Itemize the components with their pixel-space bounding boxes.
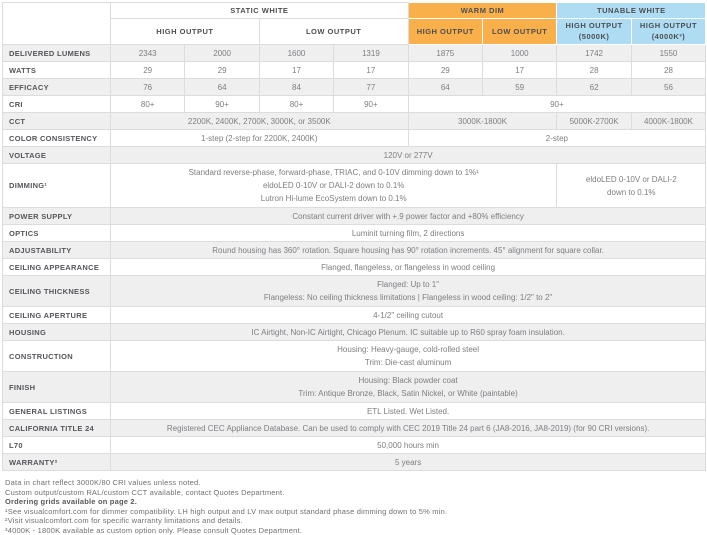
value-cell: 1742 (557, 45, 631, 62)
row-label: FINISH (3, 372, 111, 403)
value-cell: 5 years (111, 454, 706, 471)
value-cell (111, 372, 706, 403)
value-cell: 59 (482, 79, 556, 96)
row-optics (3, 225, 706, 242)
row-label: CALIFORNIA TITLE 24 (3, 420, 111, 437)
row-delivered-lumens (3, 45, 706, 62)
row-label: EFFICACY (3, 79, 111, 96)
row-label: GENERAL LISTINGS (3, 403, 111, 420)
footnote: Custom output/custom RAL/custom CCT available, contact Quotes Department. (5, 488, 702, 498)
value-cell: 120V or 277V (111, 147, 706, 164)
row-watts (3, 62, 706, 79)
dimming-line: Lutron Hi-lume EcoSystem down to 0.1% (114, 192, 553, 205)
value-cell: 80+ (259, 96, 333, 113)
value-cell: 3000K-1800K (408, 113, 557, 130)
value-cell: 28 (557, 62, 631, 79)
value-cell: 90+ (408, 96, 706, 113)
value-cell: 90+ (334, 96, 408, 113)
value-cell: 56 (631, 79, 705, 96)
value-cell: 1319 (334, 45, 408, 62)
subheader-line: HIGH OUTPUT (635, 21, 702, 32)
value-cell: 80+ (111, 96, 185, 113)
value-cell: 29 (111, 62, 185, 79)
value-line: Housing: Heavy-gauge, cold-rolled steel (114, 343, 702, 356)
row-label: ADJUSTABILITY (3, 242, 111, 259)
value-cell: 17 (334, 62, 408, 79)
row-label: CEILING APERTURE (3, 307, 111, 324)
footnote: ¹See visualcomfort.com for dimmer compatibility. LH high output and LV max output standard phase dimming down to 5% min. (5, 507, 702, 517)
value-cell: 28 (631, 62, 705, 79)
subheader-line: HIGH OUTPUT (560, 21, 627, 32)
value-cell: 29 (408, 62, 482, 79)
dimming-tunable-cell (557, 164, 706, 208)
dimming-standard-cell (111, 164, 557, 208)
row-california-title-24 (3, 420, 706, 437)
dimming-line: Standard reverse-phase, forward-phase, TRIAC, and 0-10V dimming down to 1%¹ (114, 166, 553, 179)
value-line: Trim: Antique Bronze, Black, Satin Nickel, or White (paintable) (114, 387, 702, 400)
value-cell: 1-step (2-step for 2200K, 2400K) (111, 130, 409, 147)
group-warm-dim: WARM DIM (408, 3, 557, 19)
footnote: ²Visit visualcomfort.com for specific warranty limitations and details. (5, 516, 702, 526)
spec-table (2, 2, 706, 471)
value-cell: 2-step (408, 130, 706, 147)
row-label: POWER SUPPLY (3, 208, 111, 225)
row-efficacy (3, 79, 706, 96)
footnote-ordering-grids: Ordering grids available on page 2. (5, 497, 702, 507)
subheader-line: (5000K) (560, 32, 627, 43)
row-power-supply (3, 208, 706, 225)
subheader-static-low-output: LOW OUTPUT (259, 19, 408, 45)
row-finish (3, 372, 706, 403)
value-line: Trim: Die-cast aluminum (114, 356, 702, 369)
value-cell: 77 (334, 79, 408, 96)
dimming-line: eldoLED 0-10V or DALI-2 (560, 173, 702, 186)
subheader-warm-high-output: HIGH OUTPUT (408, 19, 482, 45)
row-label: WATTS (3, 62, 111, 79)
value-cell: 84 (259, 79, 333, 96)
value-cell: 1000 (482, 45, 556, 62)
value-cell: Registered CEC Appliance Database. Can be used to comply with CEC 2019 Title 24 part 6 (JA8-2016, JA8-2019) (for 90 CRI versions). (111, 420, 706, 437)
value-cell: 29 (185, 62, 259, 79)
row-label: DIMMING¹ (3, 164, 111, 208)
row-label: HOUSING (3, 324, 111, 341)
row-dimming (3, 164, 706, 208)
value-cell: 2343 (111, 45, 185, 62)
row-label: VOLTAGE (3, 147, 111, 164)
row-warranty (3, 454, 706, 471)
value-cell: 5000K-2700K (557, 113, 631, 130)
value-cell: 1550 (631, 45, 705, 62)
value-cell: 90+ (185, 96, 259, 113)
row-label: DELIVERED LUMENS (3, 45, 111, 62)
value-cell: 17 (482, 62, 556, 79)
group-static-white: STATIC WHITE (111, 3, 409, 19)
row-cct (3, 113, 706, 130)
row-label: CRI (3, 96, 111, 113)
row-cri (3, 96, 706, 113)
value-cell: 76 (111, 79, 185, 96)
row-adjustability (3, 242, 706, 259)
value-cell: 1600 (259, 45, 333, 62)
value-cell: 64 (408, 79, 482, 96)
row-label: CONSTRUCTION (3, 341, 111, 372)
value-cell: Flanged, flangeless, or flangeless in wood ceiling (111, 259, 706, 276)
row-label: WARRANTY² (3, 454, 111, 471)
row-label: OPTICS (3, 225, 111, 242)
value-cell: Round housing has 360° rotation. Square housing has 90° rotation increments. 45° alignment for square collar. (111, 242, 706, 259)
value-cell: 4-1/2" ceiling cutout (111, 307, 706, 324)
value-cell: 62 (557, 79, 631, 96)
row-ceiling-appearance (3, 259, 706, 276)
row-label: L70 (3, 437, 111, 454)
value-cell: 1875 (408, 45, 482, 62)
value-cell: 2200K, 2400K, 2700K, 3000K, or 3500K (111, 113, 409, 130)
dimming-line: down to 0.1% (560, 186, 702, 199)
subheader-static-high-output: HIGH OUTPUT (111, 19, 260, 45)
row-housing (3, 324, 706, 341)
row-label: CEILING THICKNESS (3, 276, 111, 307)
value-cell (111, 276, 706, 307)
row-voltage (3, 147, 706, 164)
value-cell: 4000K-1800K (631, 113, 705, 130)
value-cell: Luminit turning film, 2 directions (111, 225, 706, 242)
row-general-listings (3, 403, 706, 420)
subheader-line: (4000K³) (635, 32, 702, 43)
footnote: Data in chart reflect 3000K/80 CRI values unless noted. (5, 478, 702, 488)
subheader-tunable-4000k (631, 19, 705, 45)
value-cell: 64 (185, 79, 259, 96)
value-cell: Constant current driver with +.9 power factor and +80% efficiency (111, 208, 706, 225)
row-l70 (3, 437, 706, 454)
header-group-row (3, 3, 706, 19)
value-line: Flanged: Up to 1" (114, 278, 702, 291)
value-line: Flangeless: No ceiling thickness limitations | Flangeless in wood ceiling: 1/2" to 2" (114, 291, 702, 304)
subheader-tunable-5000k (557, 19, 631, 45)
group-tunable-white: TUNABLE WHITE (557, 3, 706, 19)
value-cell: IC Airtight, Non-IC Airtight, Chicago Plenum. IC suitable up to R60 spray foam insulation. (111, 324, 706, 341)
row-construction (3, 341, 706, 372)
row-ceiling-thickness (3, 276, 706, 307)
value-cell: 2000 (185, 45, 259, 62)
row-ceiling-aperture (3, 307, 706, 324)
row-label: COLOR CONSISTENCY (3, 130, 111, 147)
row-color-consistency (3, 130, 706, 147)
subheader-warm-low-output: LOW OUTPUT (482, 19, 556, 45)
value-cell: ETL Listed. Wet Listed. (111, 403, 706, 420)
footnotes-section (2, 471, 705, 535)
corner-cell (3, 3, 111, 45)
value-cell (111, 341, 706, 372)
footnote: ³4000K - 1800K available as custom option only. Please consult Quotes Department. (5, 526, 702, 535)
row-label: CCT (3, 113, 111, 130)
value-cell: 50,000 hours min (111, 437, 706, 454)
row-label: CEILING APPEARANCE (3, 259, 111, 276)
value-cell: 17 (259, 62, 333, 79)
dimming-line: eldoLED 0-10V or DALI-2 down to 0.1% (114, 179, 553, 192)
value-line: Housing: Black powder coat (114, 374, 702, 387)
